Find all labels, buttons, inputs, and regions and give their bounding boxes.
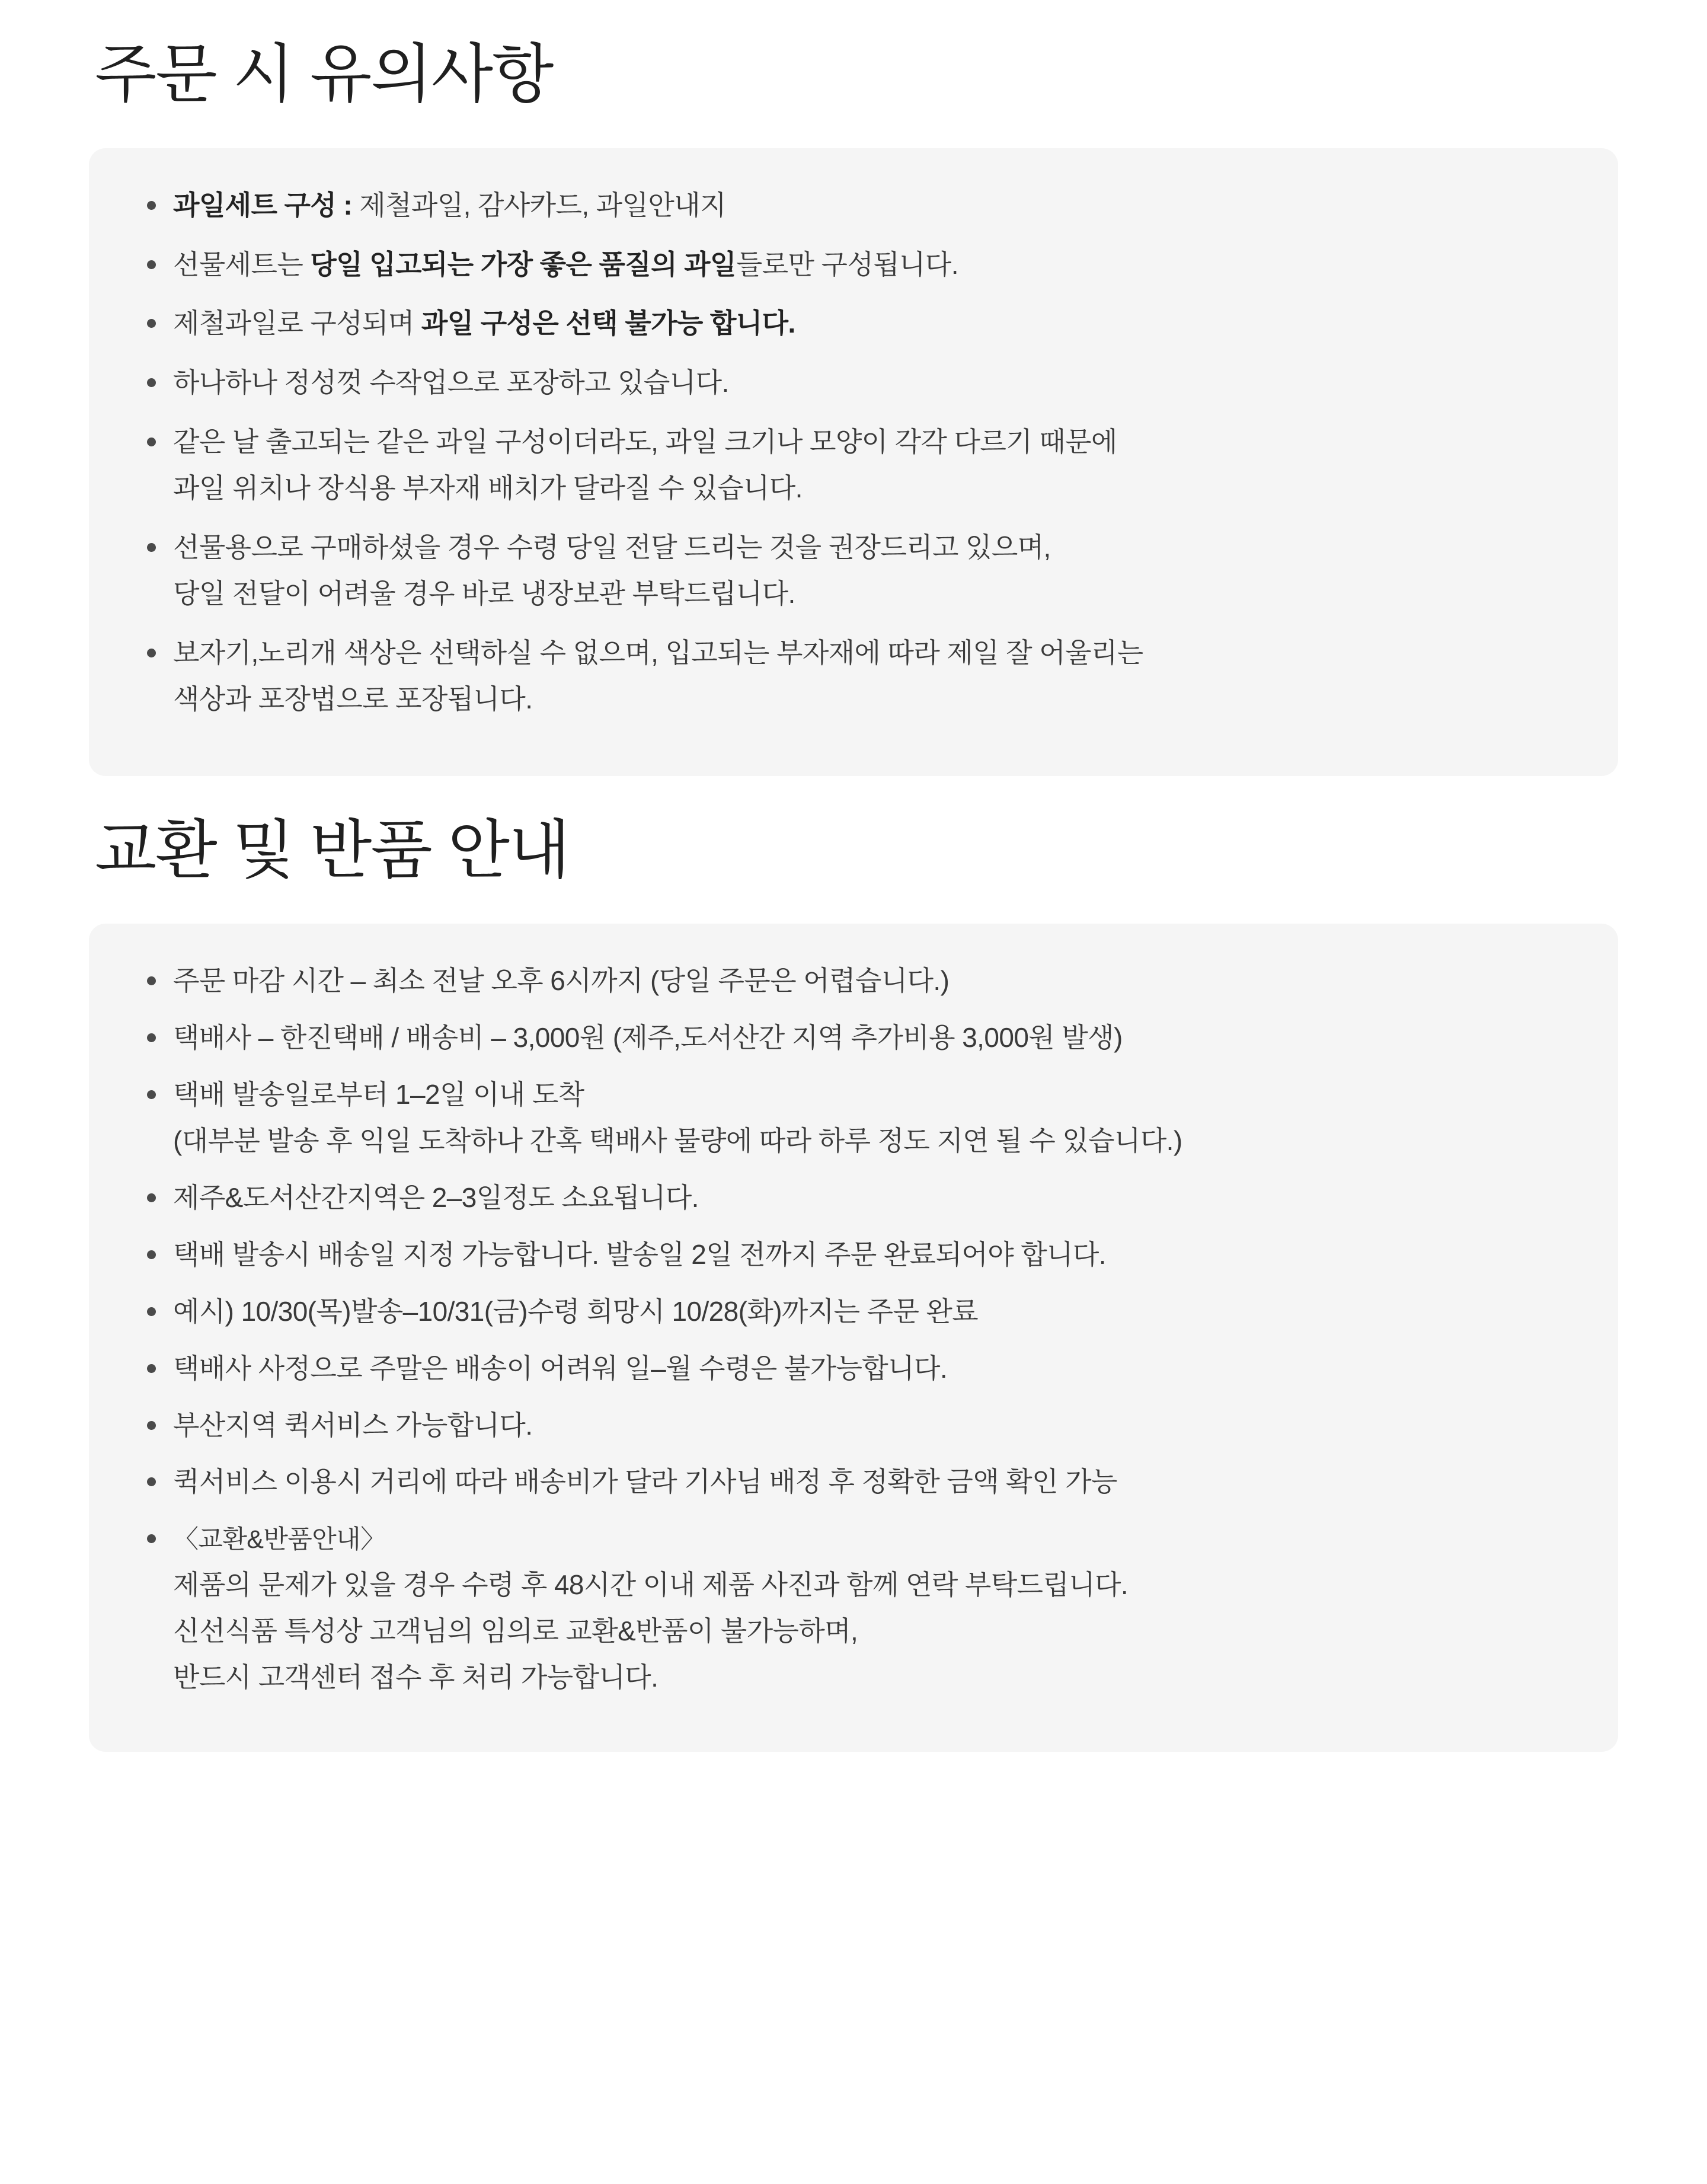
list-item-line	[173, 1405, 1571, 1447]
list-item	[136, 1291, 1571, 1333]
body-text: 반드시 고객센터 접수 후 처리 가능합니다.	[173, 1662, 658, 1693]
emphasis-text: 과일세트 구성 :	[173, 189, 360, 221]
exchange-return-list	[136, 960, 1571, 1698]
list-item-line	[173, 303, 1571, 344]
list-item	[136, 527, 1571, 615]
list-item-line	[173, 1074, 1571, 1116]
body-text: (대부분 발송 후 익일 도착하나 간혹 택배사 물량에 따라 하루 정도 지연 될 수 있습니다.)	[173, 1125, 1182, 1156]
list-item-line	[173, 527, 1571, 569]
order-notice-list	[136, 185, 1571, 720]
list-item	[136, 1017, 1571, 1059]
body-text: 제품의 문제가 있을 경우 수령 후 48시간 이내 제품 사진과 함께 연락 부탁드립니다.	[173, 1569, 1129, 1601]
body-text: 제철과일, 감사카드, 과일안내지	[359, 189, 726, 221]
list-item-line	[173, 960, 1571, 1002]
list-item-line	[173, 1564, 1571, 1606]
body-text: 같은 날 출고되는 같은 과일 구성이더라도, 과일 크기나 모양이 각각 다르기 때문에	[173, 426, 1117, 458]
body-text: 제철과일로 구성되며	[173, 308, 421, 339]
list-item	[136, 1405, 1571, 1447]
body-text: 신선식품 특성상 고객님의 임의로 교환&반품이 불가능하며,	[173, 1615, 858, 1647]
body-text: 보자기,노리개 색상은 선택하실 수 없으며, 입고되는 부자재에 따라 제일 잘 어울리는	[173, 637, 1143, 668]
list-item-line	[173, 633, 1571, 674]
body-text: 예시) 10/30(목)발송–10/31(금)수령 희망시 10/28(화)까지는 주문 완료	[173, 1295, 979, 1327]
order-notice-panel	[89, 148, 1618, 776]
body-text: 제주&도서산간지역은 2–3일정도 소요됩니다.	[173, 1182, 699, 1213]
list-item	[136, 422, 1571, 509]
list-item-line	[173, 1291, 1571, 1333]
list-item	[136, 1074, 1571, 1162]
list-item-line	[173, 1177, 1571, 1219]
body-text: 주문 마감 시간 – 최소 전날 오후 6시까지 (당일 주문은 어렵습니다.)	[173, 965, 950, 997]
list-item-line	[173, 573, 1571, 615]
body-text: 퀵서비스 이용시 거리에 따라 배송비가 달라 기사님 배정 후 정확한 금액 확인 가능	[173, 1466, 1117, 1497]
list-item-line	[173, 1657, 1571, 1698]
body-text: 선물세트는	[173, 248, 311, 280]
body-text: 택배 발송시 배송일 지정 가능합니다. 발송일 2일 전까지 주문 완료되어야 합니다.	[173, 1238, 1106, 1270]
body-text: 부산지역 퀵서비스 가능합니다.	[173, 1409, 533, 1441]
list-item	[136, 1177, 1571, 1219]
list-item	[136, 960, 1571, 1002]
emphasis-text: 당일 입고되는 가장 좋은 품질의 과일	[310, 248, 736, 280]
list-item	[136, 633, 1571, 720]
section-exchange-return	[89, 812, 1618, 1752]
body-text: 당일 전달이 어려울 경우 바로 냉장보관 부탁드립니다.	[173, 577, 795, 609]
list-item-line	[173, 1461, 1571, 1503]
list-item-line	[173, 1611, 1571, 1652]
list-item-line	[173, 185, 1571, 226]
list-item-line	[173, 468, 1571, 509]
body-text: 택배 발송일로부터 1–2일 이내 도착	[173, 1079, 584, 1110]
body-text: 택배사 사정으로 주말은 배송이 어려워 일–월 수령은 불가능합니다.	[173, 1352, 947, 1384]
list-item	[136, 1461, 1571, 1503]
list-item	[136, 362, 1571, 404]
list-item-line	[173, 679, 1571, 720]
list-item-line	[173, 362, 1571, 404]
list-item-line	[173, 1518, 1571, 1560]
body-text: 과일 위치나 장식용 부자재 배치가 달라질 수 있습니다.	[173, 472, 803, 504]
body-text: 하나하나 정성껏 수작업으로 포장하고 있습니다.	[173, 367, 729, 398]
list-item-line	[173, 1348, 1571, 1390]
list-item	[136, 1348, 1571, 1390]
page-title-exchange-return: 교환 및 반품 안내	[95, 813, 570, 886]
list-item-line	[173, 1234, 1571, 1276]
list-item	[136, 244, 1571, 286]
body-text: 색상과 포장법으로 포장됩니다.	[173, 683, 533, 714]
list-item-line	[173, 422, 1571, 463]
list-item	[136, 185, 1571, 226]
list-item	[136, 1518, 1571, 1698]
section-order-notice	[89, 36, 1618, 776]
body-text: 들로만 구성됩니다.	[736, 248, 958, 280]
exchange-return-panel	[89, 924, 1618, 1752]
list-item-line	[173, 244, 1571, 286]
list-item	[136, 1234, 1571, 1276]
page-title-order-notice: 주문 시 유의사항	[95, 38, 553, 110]
list-item	[136, 303, 1571, 344]
list-item-line	[173, 1120, 1571, 1162]
list-item-line	[173, 1017, 1571, 1059]
body-text: 선물용으로 구매하셨을 경우 수령 당일 전달 드리는 것을 권장드리고 있으며,	[173, 532, 1051, 563]
body-text: 〈교환&반품안내〉	[173, 1525, 386, 1554]
body-text: 택배사 – 한진택배 / 배송비 – 3,000원 (제주,도서산간 지역 추가비용 3,000원 발생)	[173, 1022, 1123, 1053]
emphasis-text: 과일 구성은 선택 불가능 합니다.	[421, 308, 795, 339]
